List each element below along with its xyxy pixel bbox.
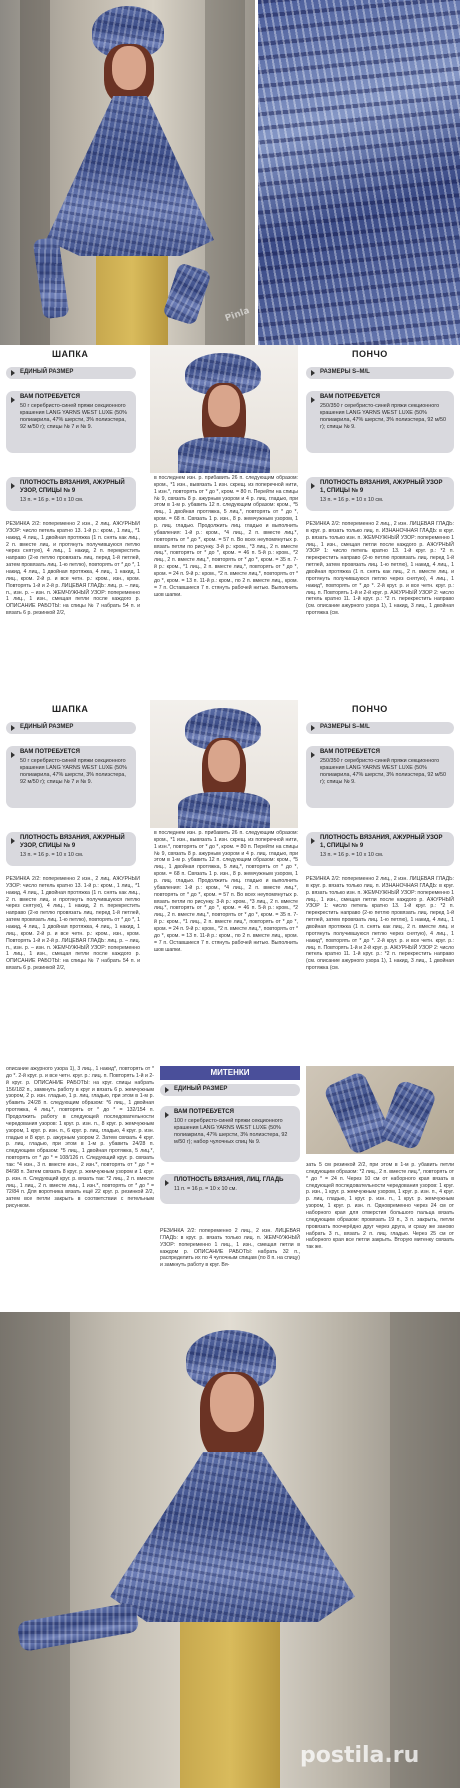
site-watermark: postila.ru	[300, 1743, 420, 1768]
poncho-size-pill: РАЗМЕРЫ S–M/L	[306, 367, 454, 379]
arrow-icon	[311, 838, 315, 844]
arrow-icon	[311, 397, 315, 403]
poncho-instructions-col3: РЕЗИНКА 2/2: попеременно 2 лиц., 2 изн. ЛИЦЕВАЯ ГЛАДЬ: в круг. р. вязать только лиц. п. ИЗНАНОЧНАЯ ГЛАДЬ: в круг. р. вязать только изн. п. ЖЕМЧУЖНЫЙ УЗОР: попеременно 1 лиц., 1 изн., смещая петли после каждого р. АЖУРНЫЙ УЗОР 1: число петель кратно 13. 1-й круг. р.: *2 п. перекрестить направо (2-ю петлю провязать лиц. перед 1-й петлей, затем провязать лиц. 1-ю петлю), 1 накид, 4 лиц., 1 двойная протяжка (1 п. снять как лиц., 2 п. вместе лиц. и протянуть получившуюся петлю через снятую), 4 лиц., 1 накид*, повторять от * до *. 2-й круг. р. и все четн. круг. р.: лиц. п. Повторять 1-й и 2-й круг. р. АЖУРНЫЙ УЗОР 2: число петель кратно 11. 1-й круг. р.: *2 п. перекрестить направо (см. описание ажурного узора 1), 1 накид, 3 лиц., 1 двойная протяжка (см.	[306, 876, 454, 972]
hat-model-photo	[150, 345, 298, 473]
mittens-gauge-box: ПЛОТНОСТЬ ВЯЗАНИЯ, ЛИЦ. ГЛАДЬ 11 п. = 16 р. = 10 x 10 см.	[160, 1174, 300, 1204]
arrow-icon	[11, 397, 15, 403]
hat-size-pill: ЕДИНЫЙ РАЗМЕР	[6, 367, 136, 379]
mittens-size-pill: ЕДИНЫЙ РАЗМЕР	[160, 1084, 300, 1096]
arrow-icon	[311, 370, 315, 376]
arrow-icon	[165, 1087, 169, 1093]
mittens-banner: МИТЕНКИ	[160, 1066, 300, 1080]
hat-materials-box: ВАМ ПОТРЕБУЕТСЯ 50 г серебристо-синей пряжи секционного крашения LANG YARNS WEST LUXE (50% полиакрила, 47% шерсти, 3% полиэстера, 92 м/50 г); спицы № 7 и № 9.	[6, 746, 136, 808]
mittens-instructions-continued: зать 5 см резинкой 2/2, при этом в 1-м р. убавить петли следующим образом: *2 лиц., 2 п. вместе лиц.*, повторять от * до * = 24 п. Через 10 см от наборного края вязать в следующей последовательности чередования узоров: 1 круг. р. изн., 1 круг. р. жемчужным узором, 1 круг. р. изн. п., 4 круг. р. лиц. гладью, 1 круг. р. изн. п., 1 круг. р. жемчужным узором, 1 круг. р. изн. п. Одновременно через 24 см от наборного края для отверстия большого пальца вязать следующим образом: провязать 19 п., 3 п. закрыть, петли провязать поочерёдно друг через друга, и сразу же заново набрать 3 п., вязать 2 п. лиц. гладью. Через 25 см от наборного края все петли закрыть. Вторую митенку связать так же.	[306, 1162, 454, 1251]
poncho-gauge-box: ПЛОТНОСТЬ ВЯЗАНИЯ, АЖУРНЫЙ УЗОР 1, СПИЦЫ № 9 13 п. = 16 р. = 10 x 10 см.	[306, 832, 454, 866]
hat-size-pill: ЕДИНЫЙ РАЗМЕР	[6, 722, 136, 734]
arrow-icon	[11, 483, 15, 489]
arrow-icon	[311, 752, 315, 758]
pattern-section-2	[0, 700, 460, 1058]
hat-instructions-col2: в последнем изн. р. прибавить 26 п. следующим образом: кром., *1 изн., вывязать 1 изн. скрещ. из поперечной нити, 1 изн.*, повторять от * до *, кром. = 80 п. Перейти на спицы № 9, связать 8 р. ажурным узором и 4 р. лиц. гладью, при этом в 1-м р. убавить 12 п. следующим образом: кром., *5 лиц., 1 двойная протяжка, 5 лиц.*, повторять от * до *, кром. = 68 п. Связать 1 р. изн., 8 р. жемчужным узором, 1 р. лиц. гладью. Продолжить лиц. гладью и выполнить убавления: 1-й р.: кром., *4 лиц., 2 п. вместе лиц.*, повторять от * до *, кром. = 57 п. Во всех неупомянутых р. вязать петли по рисунку. 3-й р.: кром., *3 лиц., 2 п. вместе лиц.*, повторять от * до *, кром. = 46 п. 5-й р.: кром., *2 лиц., 2 п. вместе лиц.*, повторять от * до *, кром. = 35 п. 7-й р.: кром., *1 лиц., 2 п. вместе лиц.*, повторять от * до *, кром. = 24 п. 9-й р.: кром., *2 п. вместе лиц.*, повторять от * до *, кром. = 13 п. 11-й р.: кром., по 2 п. вместе лиц., кром. = 7 п. Оставшиеся 7 п. стянуть рабочей нитью. Выполнить шов шапки.	[154, 830, 298, 953]
hat-instructions-col2: в последнем изн. р. прибавить 26 п. следующим образом: кром., *1 изн., вывязать 1 изн. скрещ. из поперечной нити, 1 изн.*, повторять от * до *, кром. = 80 п. Перейти на спицы № 9, связать 8 р. ажурным узором и 4 р. лиц. гладью, при этом в 1-м р. убавить 12 п. следующим образом: кром., *5 лиц., 1 двойная протяжка, 5 лиц.*, повторять от * до *, кром. = 68 п. Связать 1 р. изн., 8 р. жемчужным узором, 1 р. лиц. гладью. Продолжить лиц. гладью и выполнить убавления: 1-й р.: кром., *4 лиц., 2 п. вместе лиц.*, повторять от * до *, кром. = 57 п. Во всех неупомянутых р. вязать петли по рисунку. 3-й р.: кром., *3 лиц., 2 п. вместе лиц.*, повторять от * до *, кром. = 46 п. 5-й р.: кром., *2 лиц., 2 п. вместе лиц.*, повторять от * до *, кром. = 35 п. 7-й р.: кром., *1 лиц., 2 п. вместе лиц.*, повторять от * до *, кром. = 24 п. 9-й р.: кром., *2 п. вместе лиц.*, повторять от * до *, кром. = 13 п. 11-й р.: кром., по 2 п. вместе лиц., кром. = 7 п. Оставшиеся 7 п. стянуть рабочей нитью. Выполнить шов шапки.	[154, 475, 298, 598]
hat-instructions-col1: РЕЗИНКА 2/2: попеременно 2 изн., 2 лиц. АЖУРНЫЙ УЗОР: число петель кратно 13. 1-й р.: кром., 1 лиц., *1 накид, 4 лиц., 1 двойная протяжка (1 п. снять как лиц., 2 п. вместе лиц. и протянуть получившуюся петлю через снятую), 4 лиц., 1 накид, 2 п. перекрестить направо (2-ю петлю провязать лиц. перед 1-й петлей, затем провязать лиц. 1-ю петлю), повторять от * до *, 1 накид, 4 лиц., 1 двойная протяжка, 4 лиц., 1 накид, 1 лиц., кром. 2-й р. и все четн. р.: кром., изн., кром. Повторять 1-й и 2-й р. ЛИЦЕВАЯ ГЛАДЬ: лиц. р. – лиц. п., изн. р. – изн. п. ЖЕМЧУЖНЫЙ УЗОР: попеременно 1 лиц., 1 изн., смещая петли после каждого р. ОПИСАНИЕ РАБОТЫ: на спицы № 7 набрать 54 п. и вязать 6 р. резинкой 2/2,	[6, 521, 140, 617]
mittens-instructions: РЕЗИНКА 2/2: попеременно 2 лиц., 2 изн. ЛИЦЕВАЯ ГЛАДЬ: в круг. р. вязать только лиц. п. ЖЕМЧУЖНЫЙ УЗОР: попеременно 1 лиц., 1 изн., смещая петли в каждом р. ОПИСАНИЕ РАБОТЫ: набрать 32 п., распределить их по 4 чулочным спицам (по 8 п. на спицу) и замкнуть работу в круг. Вя-	[160, 1228, 300, 1269]
poncho-image	[46, 96, 214, 256]
arrow-icon	[11, 370, 15, 376]
poncho-instructions-col3: РЕЗИНКА 2/2: попеременно 2 лиц., 2 изн. ЛИЦЕВАЯ ГЛАДЬ: в круг. р. вязать только лиц. п. ИЗНАНОЧНАЯ ГЛАДЬ: в круг. р. вязать только изн. п. ЖЕМЧУЖНЫЙ УЗОР: попеременно 1 лиц., 1 изн., смещая петли после каждого р. АЖУРНЫЙ УЗОР 1: число петель кратно 13. 1-й круг. р.: *2 п. перекрестить направо (2-ю петлю провязать лиц. перед 1-й петлей, затем провязать лиц. 1-ю петлю), 1 накид, 4 лиц., 1 двойная протяжка (1 п. снять как лиц., 2 п. вместе лиц. и протянуть получившуюся петлю через снятую), 4 лиц., 1 накид*, повторять от * до *. 2-й круг. р. и все четн. круг. р.: лиц. п. Повторять 1-й и 2-й круг. р. АЖУРНЫЙ УЗОР 2: число петель кратно 11. 1-й круг. р.: *2 п. перекрестить направо (см. описание ажурного узора 1), 1 накид, 3 лиц., 1 двойная протяжка (см.	[306, 521, 454, 617]
watermark: Pinla	[223, 306, 251, 325]
model-photo-bottom	[0, 1312, 460, 1788]
arrow-icon	[311, 725, 315, 731]
model-photo-street	[0, 0, 255, 345]
hat-instructions-col1: РЕЗИНКА 2/2: попеременно 2 изн., 2 лиц. АЖУРНЫЙ УЗОР: число петель кратно 13. 1-й р.: кром., 1 лиц., *1 накид, 4 лиц., 1 двойная протяжка (1 п. снять как лиц., 2 п. вместе лиц. и протянуть получившуюся петлю через снятую), 4 лиц., 1 накид, 2 п. перекрестить направо (2-ю петлю провязать лиц. перед 1-й петлей, затем провязать лиц. 1-ю петлю), повторять от * до *, 1 накид, 4 лиц., 1 двойная протяжка, 4 лиц., 1 накид, 1 лиц., кром. 2-й р. и все четн. р.: кром., изн., кром. Повторять 1-й и 2-й р. ЛИЦЕВАЯ ГЛАДЬ: лиц. р. – лиц. п., изн. р. – изн. п. ЖЕМЧУЖНЫЙ УЗОР: попеременно 1 лиц., 1 изн., смещая петли после каждого р. ОПИСАНИЕ РАБОТЫ: на спицы № 7 набрать 54 п. и вязать 6 р. резинкой 2/2,	[6, 876, 140, 972]
arrow-icon	[311, 483, 315, 489]
poncho-size-pill: РАЗМЕРЫ S–M/L	[306, 722, 454, 734]
hat-model-photo	[150, 700, 298, 828]
pattern-section-1	[0, 345, 460, 695]
poncho-gauge-box: ПЛОТНОСТЬ ВЯЗАНИЯ, АЖУРНЫЙ УЗОР 1, СПИЦЫ № 9 13 п. = 16 р. = 10 x 10 см.	[306, 477, 454, 511]
hat-gauge-box: ПЛОТНОСТЬ ВЯЗАНИЯ, АЖУРНЫЙ УЗОР, СПИЦЫ № 9 13 п. = 16 р. = 10 x 10 см.	[6, 832, 136, 866]
arrow-icon	[11, 752, 15, 758]
mittens-photo	[306, 1066, 454, 1154]
hat-title: ШАПКА	[52, 349, 89, 359]
hat-materials-box: ВАМ ПОТРЕБУЕТСЯ 50 г серебристо-синей пряжи секционного крашения LANG YARNS WEST LUXE (50% полиакрила, 47% шерсти, 3% полиэстера, 92 м/50 г); спицы № 7 и № 9.	[6, 391, 136, 453]
arrow-icon	[11, 838, 15, 844]
poncho-materials-box: ВАМ ПОТРЕБУЕТСЯ 250/350 г серебристо-синей пряжи секционного крашения LANG YARNS WEST LUXE (50% полиакрила, 47% шерсти, 3% полиэстера, 92 м/50 г); спицы № 9.	[306, 746, 454, 808]
knit-closeup-photo	[258, 0, 460, 345]
arrow-icon	[165, 1180, 169, 1186]
arrow-icon	[11, 725, 15, 731]
mittens-section	[0, 1062, 460, 1310]
hat-gauge-box: ПЛОТНОСТЬ ВЯЗАНИЯ, АЖУРНЫЙ УЗОР, СПИЦЫ № 9 13 п. = 16 р. = 10 x 10 см.	[6, 477, 136, 511]
hat-title: ШАПКА	[52, 704, 89, 714]
arrow-icon	[165, 1112, 169, 1118]
poncho-title: ПОНЧО	[352, 704, 388, 714]
mittens-materials-box: ВАМ ПОТРЕБУЕТСЯ 100 г серебристо-синей пряжи секционного крашения LANG YARNS WEST LUXE (50% полиакрила, 47% шерсти, 3% полиэстера, 92 м/50 г); набор чулочных спиц № 9.	[160, 1106, 300, 1162]
poncho-title: ПОНЧО	[352, 349, 388, 359]
poncho-instructions-continued: описание ажурного узора 1), 3 лиц., 1 накид*, повторять от * до *. 2-й круг. р. и все четн. круг. р.: лиц. п. Повторять 1-й и 2-й круг. р. ОПИСАНИЕ РАБОТЫ: на круг. спицы набрать 156/182 п., замкнуть работу в круг и вязать 6 р. жемчужным узором, 2 р. изн. гладью, 1 р. лиц. гладью, при этом в 1-м р. убавить 24/28 п. следующим образом: *6 лиц., 1 двойная протяжка, 4 лиц.*, повторять от * до * = 132/154 п. Продолжить работу в следующей последовательности чередования узоров: 1 круг. р. изн. п., 8 круг. р. жемчужным узором, 1 круг. р. изн. п., 6 круг. р. лиц. гладью, 4 круг. р. изн. гладью и 8 круг. р. ажурным узором 2. Затем связать 4 круг. р. лиц. гладью, при этом в 1-м р. убавить 24/28 п. следующим образом: *5 лиц., 1 двойная протяжка, 5 лиц.*, повторять от * до * = 108/126 п. Следующий круг. р. связать так: *4 изн., 3 п. вместе изн., 2 изн.*, повторять от * до * = 84/98 п. Затем связать 8 круг. р. жемчужным узором и 1 круг. р. изн. п. Следующий круг. р. вязать так: *2 лиц., 2 п. вместе лиц., 1 лиц., 2 п. вместе лиц., 1 изн.*, повторять от * до * = 72/84 п. Для воротника вязать ещё 22 круг. р. резинкой 2/2, затем все петли закрыть в соответствии с петельным рисунком.	[6, 1066, 154, 1210]
poncho-materials-box: ВАМ ПОТРЕБУЕТСЯ 250/350 г серебристо-синей пряжи секционного крашения LANG YARNS WEST LUXE (50% полиакрила, 47% шерсти, 3% полиэстера, 92 м/50 г); спицы № 9.	[306, 391, 454, 453]
